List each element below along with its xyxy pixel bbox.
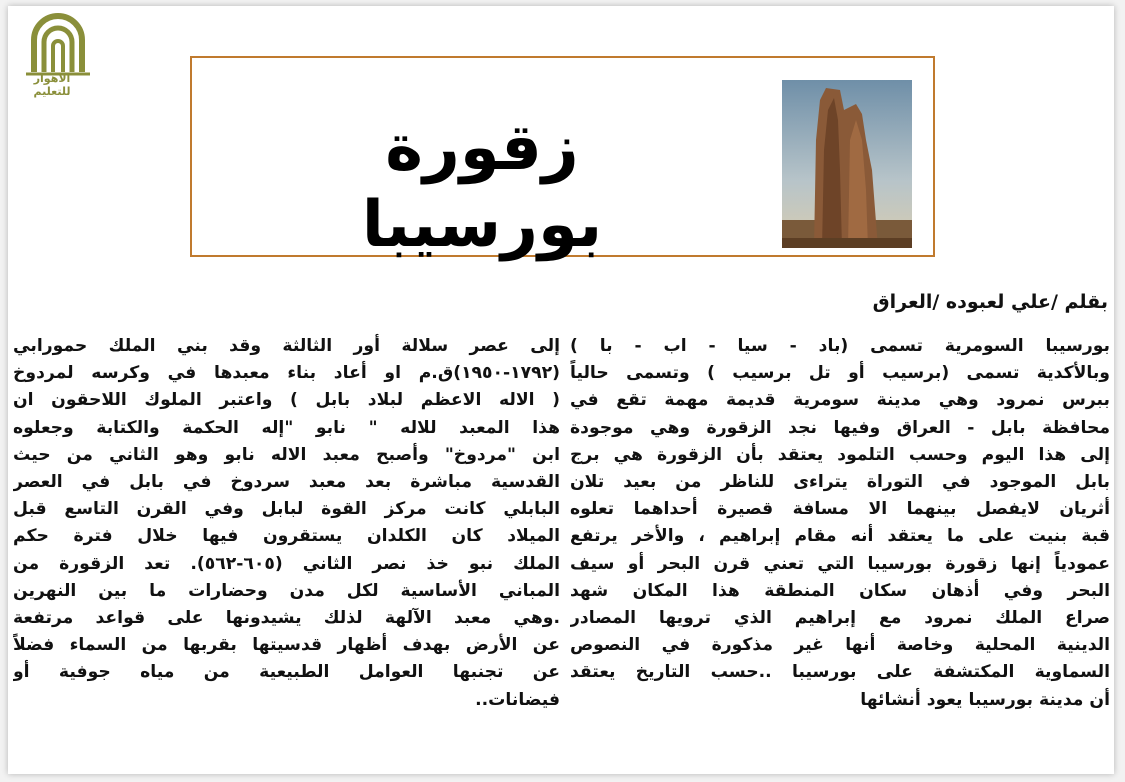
text-line: فيضانات.. [475, 689, 560, 710]
title-frame [190, 56, 935, 262]
text-line: البحر وفي أذهان سكان المنطقة هذا المكان شهد [570, 580, 1110, 601]
text-line: بورسيبا السومرية تسمى (باد - سيا - اب - با ) [570, 336, 1110, 356]
article-column-right [570, 333, 1110, 714]
arch-logo-icon [20, 10, 96, 80]
text-line: القدسية مباشرة بعد معبد سردوخ في بابل في العصر [13, 472, 560, 493]
text-line: عن الأرض بهدف أظهار قدسيتها بقربها من السماء فضلاً [13, 635, 560, 656]
text-line: الميلاد كان الكلدان يستقرون فيها خلال فترة حكم [13, 526, 560, 547]
text-line: محافظة بابل - العراق وفيها نجد الزقورة وهي موجودة [570, 417, 1110, 438]
text-line: هذا المعبد للاله " نابو "إله الحكمة والكتابة وجعلوه [13, 417, 560, 438]
text-line: ابن "مردوخ" وأصبح معبد الاله نابو وهو الثاني من حيث [13, 444, 560, 465]
ziggurat-photo [782, 80, 912, 248]
text-line: بابل الموجود في التوراة يتراءى للناظر من بعيد تلان [570, 472, 1110, 493]
text-line: عن تجنبها العوامل الطبيعية من مياه جوفية أو [13, 662, 560, 683]
text-line: الدينية المحلية وخاصة أنها غير مذكورة في النصوص [570, 635, 1110, 656]
text-line: المباني الأساسية لكل مدن وحضارات ما بين النهرين [13, 580, 560, 601]
byline: بقلم /علي لعبوده /العراق [872, 291, 1108, 313]
text-line: قبة بنيت على ما يعتقد أنه مقام إبراهيم ، والأخر يرتفع [570, 526, 1110, 547]
text-line: .وهي معبد الآلهة لذلك يشيدونها على قواعد مرتفعة [13, 608, 560, 629]
text-line: أثريان لايفصل بينهما الا مسافة قصيرة أحداهما تعلوه [570, 499, 1110, 520]
text-line: عمودياً إنها زقورة بورسيبا التي تعني قرن البحر أو سيف [570, 553, 1110, 574]
page-title: زقورة بورسيبا [361, 111, 603, 262]
text-line: صراع الملك نمرود مع إبراهيم الذي ترويها المصادر [570, 608, 1110, 629]
text-line: (١٧٩٢-١٩٥٠)ق.م او أعاد بناء معبدها في وكرسه لمردوخ [13, 363, 560, 384]
text-line: البابلي كانت مركز القوة لبابل وفي القرن التاسع قبل [13, 499, 560, 520]
text-line: ( الاله الاعظم لبلاد بابل ) واعتبر الملوك اللاحقون ان [13, 390, 560, 411]
logo-text: الاهوار للتعليم [33, 72, 71, 98]
text-line: إلى عصر سلالة أور الثالثة وقد بني الملك حمورابي [13, 336, 560, 356]
text-line: وبالأكدية تسمى (برسيب أو تل برسيب ) وتسمى حالياً [570, 363, 1110, 384]
text-line: إلى هذا اليوم وحسب التلمود يعتقد بأن الزقورة هي برج [570, 444, 1110, 465]
article-page [8, 6, 1114, 774]
article-column-left [13, 333, 560, 714]
text-line: أن مدينة بورسيبا يعود أنشائها [860, 689, 1110, 710]
text-line: الملك نبو خذ نصر الثاني (٦٠٥-٥٦٢). تعد الزقورة من [13, 553, 560, 574]
text-line: السماوية المكتشفة على بورسيبا ..حسب التاريخ يعتقد [570, 662, 1110, 683]
text-line: ببرس نمرود وهي مدينة سومرية قديمة مهمة تقع في [570, 390, 1110, 411]
